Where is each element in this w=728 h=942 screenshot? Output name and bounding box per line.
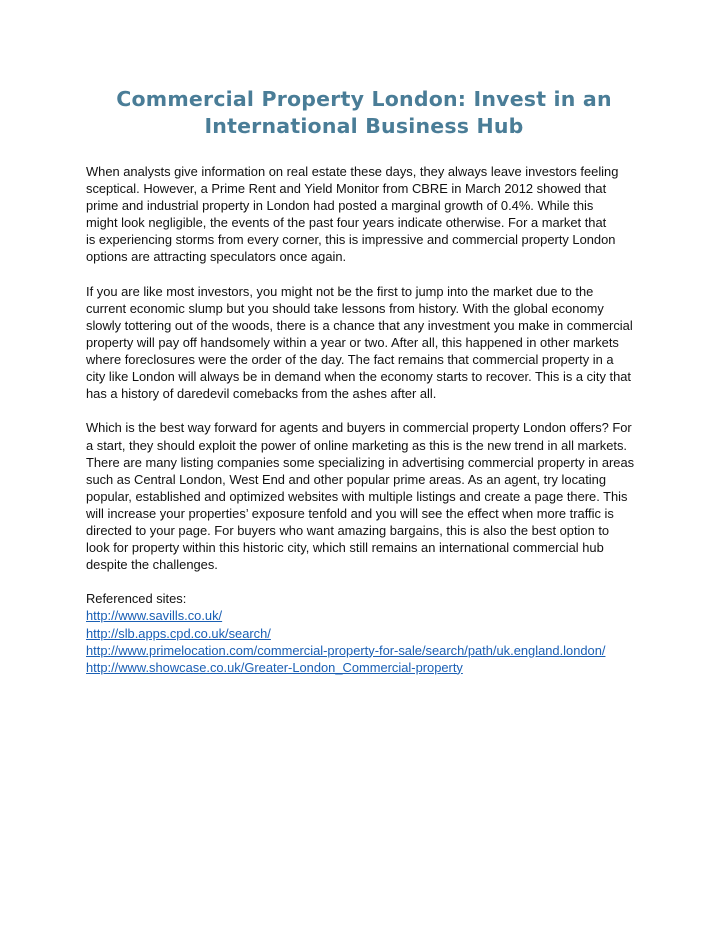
paragraph-line: slowly tottering out of the woods, there is a chance that any investment you make in commercial <box>86 317 633 333</box>
paragraph-line: current economic slump but you should take lessons from history. With the global economy <box>86 300 604 316</box>
references-label: Referenced sites: <box>86 591 187 607</box>
reference-link-savills[interactable]: http://www.savills.co.uk/ <box>86 608 223 624</box>
paragraph-line: such as Central London, West End and other popular prime areas. As an agent, try locating <box>86 471 606 487</box>
paragraph-line: When analysts give information on real estate these days, they always leave investors feeling <box>86 164 619 179</box>
paragraph-line: sceptical. However, a Prime Rent and Yield Monitor from CBRE in March 2012 showed that <box>86 181 607 197</box>
paragraph-line: look for property within this historic city, which still remains an international commercial hub <box>86 540 604 556</box>
paragraph-line: despite the challenges. <box>86 557 218 573</box>
title-line: International Business Hub <box>204 114 524 138</box>
reference-link-primelocation[interactable]: http://www.primelocation.com/commercial-property-for-sale/search/path/uk.england.london/ <box>86 642 606 658</box>
paragraph-2 <box>86 283 646 403</box>
paragraph-line: property will pay off handsomely within a year or two. After all, this happened in other markets <box>86 334 619 350</box>
paragraph-line: a start, they should exploit the power of online marketing as this is the new trend in all markets. <box>86 437 627 453</box>
paragraph-line: city like London will always be in demand when the economy starts to recover. This is a city that <box>86 369 632 385</box>
paragraph-3 <box>86 419 646 573</box>
paragraph-line: prime and industrial property in London had posted a marginal growth of 0.4%. While this <box>86 198 594 214</box>
document-body <box>86 163 646 693</box>
paragraph-line: is experiencing storms from every corner, this is impressive and commercial property London <box>86 232 616 248</box>
paragraph-line: There are many listing companies some specializing in advertising commercial property in areas <box>86 454 635 470</box>
paragraph-line: might look negligible, the events of the past four years indicate otherwise. For a market that <box>86 215 607 231</box>
references-section <box>86 590 646 675</box>
paragraph-line: Which is the best way forward for agents and buyers in commercial property London offers? For <box>86 420 632 436</box>
paragraph-line: popular, established and optimized websites with multiple listings and create a page there. This <box>86 488 628 504</box>
paragraph-line: has a history of daredevil comebacks from the ashes after all. <box>86 386 437 402</box>
paragraph-line: where foreclosures were the order of the day. The fact remains that commercial property in a <box>86 352 614 368</box>
reference-link-showcase[interactable]: http://www.showcase.co.uk/Greater-London_Commercial-property <box>86 659 463 675</box>
paragraph-line: If you are like most investors, you might not be the first to jump into the market due to the <box>86 283 594 299</box>
paragraph-line: will increase your properties’ exposure tenfold and you will see the effect when more traffic is <box>86 505 614 521</box>
document-title <box>60 86 668 140</box>
paragraph-1 <box>86 163 646 266</box>
paragraph-line: options are attracting speculators once again. <box>86 249 347 265</box>
reference-link-cpd[interactable]: http://slb.apps.cpd.co.uk/search/ <box>86 625 271 641</box>
paragraph-line: directed to your page. For buyers who want amazing bargains, this is also the best option to <box>86 522 610 538</box>
title-line: Commercial Property London: Invest in an <box>116 87 612 111</box>
